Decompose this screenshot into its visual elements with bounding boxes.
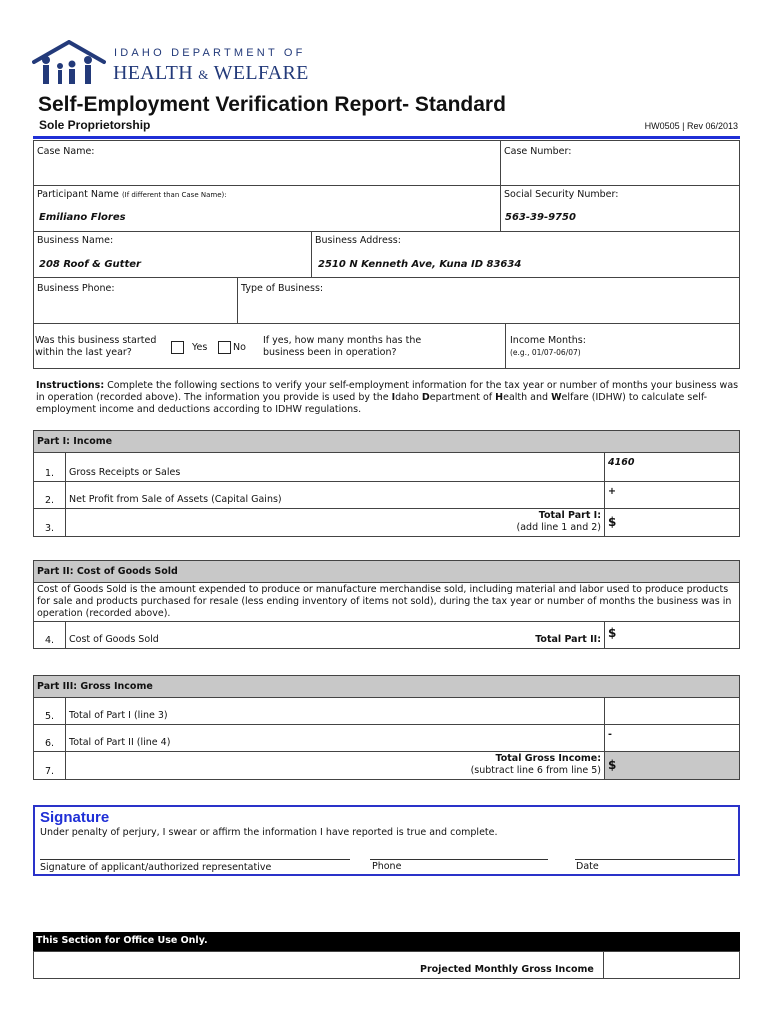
started-question: Was this business started within the last year?	[35, 335, 157, 358]
line-total: Total Gross Income: (subtract line 6 from line 5)	[66, 752, 605, 780]
table-row	[34, 453, 740, 482]
line-description: Cost of Goods Sold Total Part II:	[66, 622, 605, 649]
no-label: No	[233, 342, 246, 353]
table-row	[34, 752, 740, 780]
business-type-label: Type of Business:	[241, 283, 324, 294]
table-row	[34, 725, 740, 752]
part3-header: Part III: Gross Income	[34, 676, 740, 698]
line-description: Total of Part I (line 3)	[66, 698, 605, 725]
business-name-label: Business Name:	[37, 235, 114, 246]
phone-label: Phone	[372, 861, 402, 872]
no-checkbox[interactable]	[218, 341, 231, 354]
form-title: Self-Employment Verification Report- Standard	[38, 93, 506, 116]
agency-name-line2: HEALTH & WELFARE	[113, 62, 309, 84]
date-label: Date	[576, 861, 599, 872]
total-part1-copy-amount[interactable]	[605, 698, 740, 725]
total-part2-amount[interactable]: $	[605, 622, 740, 649]
projected-income-field[interactable]	[603, 951, 740, 979]
months-question: If yes, how many months has the business been in operation?	[263, 335, 422, 358]
part3-gross-income-table	[33, 675, 740, 780]
case-number-label: Case Number:	[504, 146, 572, 157]
part2-header: Part II: Cost of Goods Sold	[34, 561, 740, 583]
signature-label: Signature of applicant/authorized representative	[40, 862, 272, 873]
instructions-text: Instructions: Complete the following sections to verify your self-employment information for the tax year or number of months your business was in operation (recorded above). The information you provide is used by the Idaho Department of Health and Welfare (IDHW) to calculate self-employment income and deductions according to IDHW regulations.	[36, 380, 739, 415]
case-name-field[interactable]	[33, 140, 501, 186]
line-number: 1.	[34, 453, 66, 482]
yes-checkbox[interactable]	[171, 341, 184, 354]
line-number: 7.	[34, 752, 66, 780]
part1-header: Part I: Income	[34, 431, 740, 453]
business-phone-label: Business Phone:	[37, 283, 115, 294]
total-part1-amount[interactable]: $	[605, 509, 740, 537]
header-divider	[33, 136, 740, 139]
ssn-value[interactable]: 563-39-9750	[505, 212, 576, 223]
business-address-label: Business Address:	[315, 235, 401, 246]
phone-line[interactable]	[370, 859, 548, 860]
income-months-example: (e.g., 01/07-06/07)	[510, 348, 581, 357]
line-description: Total of Part II (line 4)	[66, 725, 605, 752]
business-address-value[interactable]: 2510 N Kenneth Ave, Kuna ID 83634	[318, 259, 522, 270]
line-description: Net Profit from Sale of Assets (Capital Gains)	[66, 482, 605, 509]
case-name-label: Case Name:	[37, 146, 95, 157]
participant-value[interactable]: Emiliano Flores	[39, 212, 126, 223]
capital-gains-amount[interactable]: +	[605, 482, 740, 509]
form-number: HW0505 | Rev 06/2013	[644, 121, 738, 131]
total-gross-income-amount[interactable]: $	[605, 752, 740, 780]
table-row	[34, 698, 740, 725]
line-total: Total Part I: (add line 1 and 2)	[66, 509, 605, 537]
projected-income-label: Projected Monthly Gross Income	[420, 964, 594, 975]
perjury-statement: Under penalty of perjury, I swear or affirm the information I have reported is true and complete.	[40, 827, 498, 838]
line-number: 6.	[34, 725, 66, 752]
signature-title: Signature	[40, 809, 110, 826]
line-number: 5.	[34, 698, 66, 725]
part2-cogs-table	[33, 560, 740, 649]
office-use-header: This Section for Office Use Only.	[33, 932, 740, 951]
gross-receipts-amount[interactable]: 4160	[605, 453, 740, 482]
form-subtitle: Sole Proprietorship	[39, 118, 151, 132]
line-number: 2.	[34, 482, 66, 509]
date-line[interactable]	[575, 859, 735, 860]
line-number: 3.	[34, 509, 66, 537]
income-months-label: Income Months:	[510, 335, 586, 346]
business-name-value[interactable]: 208 Roof & Gutter	[39, 259, 141, 270]
agency-name-line1: IDAHO DEPARTMENT OF	[114, 47, 306, 59]
table-row	[34, 482, 740, 509]
signature-line[interactable]	[40, 859, 350, 860]
participant-label: Participant Name (If different than Case Name):	[37, 189, 227, 200]
idhw-logo-icon	[32, 40, 106, 86]
ssn-label: Social Security Number:	[504, 189, 619, 200]
table-row	[34, 509, 740, 537]
part2-description: Cost of Goods Sold is the amount expended to produce or manufacture merchandise sold, including material and labor used to produce products for sale and products purchased for resale (less ending inventory of items not sold), during the tax year or number of months the business was in operation (recorded above).	[34, 583, 740, 622]
table-row	[34, 622, 740, 649]
yes-label: Yes	[192, 342, 208, 353]
part1-income-table	[33, 430, 740, 537]
line-description: Gross Receipts or Sales	[66, 453, 605, 482]
line-number: 4.	[34, 622, 66, 649]
income-months-field[interactable]	[505, 323, 740, 369]
total-part2-copy-amount[interactable]: -	[605, 725, 740, 752]
